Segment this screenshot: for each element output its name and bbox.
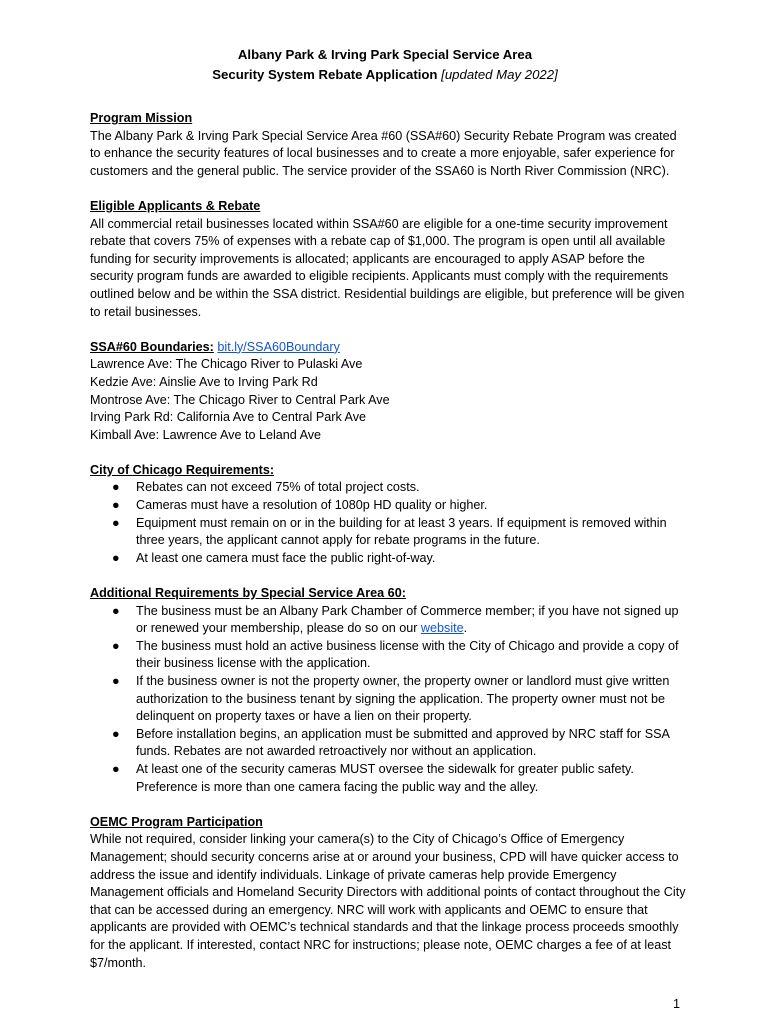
list-item xyxy=(90,550,690,568)
oemc-text: While not required, consider linking your camera(s) to the City of Chicago’s Office of Emergency Management; should security concerns arise at or around your business, CPD will have quicker access to address the issue and identify individuals. Linkage of private cameras help provide Emergency Management officials and Homeland Security Directors with additional points of contact throughout the City that can be accessed during an emergency. NRC will work with applicants and OEMC to ensure that applicants are provided with OEMC’s technical standards and that the linkage process proceeds smoothly for the applicant. If interested, contact NRC for instructions; please note, OEMC charges a fee of at least $7/month. xyxy=(90,832,686,970)
heading-boundaries: SSA#60 Boundaries: xyxy=(90,339,214,354)
boundary-line: Kimball Ave: Lawrence Ave to Leland Ave xyxy=(90,427,322,442)
section-program-mission xyxy=(90,110,690,180)
bullet-icon: ● xyxy=(112,515,120,530)
heading-eligible-applicants: Eligible Applicants & Rebate xyxy=(90,198,261,213)
section-oemc xyxy=(90,814,690,972)
bullet-icon: ● xyxy=(112,638,120,653)
list-item xyxy=(90,726,690,761)
title-line-2 xyxy=(0,65,770,85)
bullet-icon: ● xyxy=(112,603,120,618)
website-link[interactable]: website xyxy=(420,621,464,636)
heading-program-mission: Program Mission xyxy=(90,111,193,125)
bullet-icon: ● xyxy=(112,550,120,565)
list-item xyxy=(90,479,690,497)
bullet-icon: ● xyxy=(112,726,120,741)
boundary-line: Irving Park Rd: California Ave to Central Park Ave xyxy=(90,410,367,425)
list-item-text: At least one camera must face the public right-of-way. xyxy=(136,550,436,565)
list-item-text: The business must hold an active business license with the City of Chicago and provide a copy of their business license with the application. xyxy=(136,638,679,671)
list-item-text: At least one of the security cameras MUST oversee the sidewalk for greater public safety. Preference is more than one camera facing the public way and the alley. xyxy=(136,761,634,794)
document-title xyxy=(0,45,770,85)
list-item-text: Before installation begins, an application must be submitted and approved by NRC staff for SSA funds. Rebates are not awarded retroactively nor without an application. xyxy=(136,726,670,759)
bullet-icon: ● xyxy=(112,498,120,513)
bullet-icon: ● xyxy=(112,674,120,688)
title-updated-note: [updated May 2022] xyxy=(441,67,558,82)
list-item xyxy=(90,515,690,550)
bullet-icon: ● xyxy=(112,761,120,776)
boundary-line: Montrose Ave: The Chicago River to Central Park Ave xyxy=(90,392,390,407)
boundary-line: Lawrence Ave: The Chicago River to Pulaski Ave xyxy=(90,357,363,372)
list-item-text: Equipment must remain on or in the building for at least 3 years. If equipment is removed within three years, the applicant cannot apply for rebate programs in the future. xyxy=(136,515,667,548)
section-additional-requirements xyxy=(90,585,690,796)
page-number: 1 xyxy=(672,997,680,1011)
list-item xyxy=(90,761,690,796)
list-item-text: If the business owner is not the property owner, the property owner or landlord must give written authorization to the business tenant by signing the application. The property owner must not be delinquent on property taxes or have a lien on their property. xyxy=(136,674,670,724)
heading-oemc: OEMC Program Participation xyxy=(90,814,263,829)
list-item xyxy=(90,497,690,515)
list-item-text: Cameras must have a resolution of 1080p HD quality or higher. xyxy=(136,498,488,513)
heading-city-requirements: City of Chicago Requirements: xyxy=(90,462,275,477)
program-mission-text: The Albany Park & Irving Park Special Service Area #60 (SSA#60) Security Rebate Program was created to enhance the security features of local businesses and to create a more enjoyable, safer experience for customers and the general public. The service provider of the SSA60 is North River Commission (NRC). xyxy=(90,128,677,178)
document-body xyxy=(90,110,690,990)
boundaries-link[interactable]: bit.ly/SSA60Boundary xyxy=(217,339,340,354)
city-requirements-list xyxy=(90,479,690,567)
list-item xyxy=(90,603,690,638)
title-line-1: Albany Park & Irving Park Special Service Area xyxy=(237,47,533,62)
list-item xyxy=(90,673,690,726)
list-item xyxy=(90,638,690,673)
boundary-line: Kedzie Ave: Ainslie Ave to Irving Park Rd xyxy=(90,374,318,389)
bullet-icon: ● xyxy=(112,480,120,495)
title-main: Security System Rebate Application xyxy=(212,67,438,82)
list-item-text: The business must be an Albany Park Chamber of Commerce member; if you have not signed up or renewed your membership, please do so on our xyxy=(136,603,679,636)
additional-requirements-list xyxy=(90,603,690,797)
list-item-text-end: . xyxy=(463,621,468,636)
heading-additional-requirements: Additional Requirements by Special Service Area 60: xyxy=(90,586,406,601)
section-city-requirements xyxy=(90,462,690,568)
section-boundaries xyxy=(90,339,690,445)
eligible-applicants-text: All commercial retail businesses located within SSA#60 are eligible for a one-time security improvement rebate that covers 75% of expenses with a rebate cap of $1,000. The program is open until all available funding for security improvements is allocated; applicants are encouraged to apply ASAP before the security program funds are awarded to eligible recipients. Applicants must comply with the requirements outlined below and be within the SSA district. Residential buildings are eligible, but preference will be given to retail businesses. xyxy=(90,216,685,319)
section-eligible-applicants xyxy=(90,198,690,321)
list-item-text: Rebates can not exceed 75% of total project costs. xyxy=(136,480,420,495)
boundaries-heading-line xyxy=(90,339,690,357)
